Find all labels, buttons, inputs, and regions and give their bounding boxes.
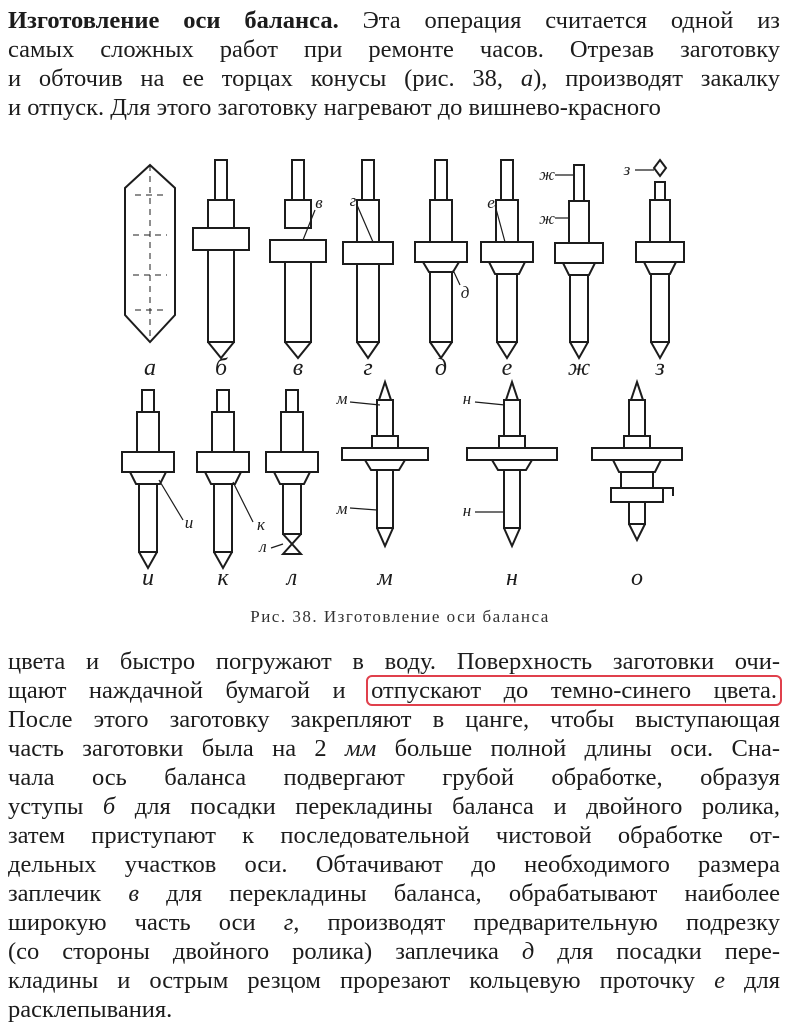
text-segment: затем приступают к последовательной чистовой обработке от- bbox=[8, 822, 780, 849]
text-line bbox=[8, 821, 780, 850]
stage-b bbox=[193, 160, 249, 358]
text-segment: е bbox=[714, 967, 725, 994]
text-segment: а bbox=[520, 65, 534, 92]
text-line bbox=[8, 792, 780, 821]
text-segment: расклепывания. bbox=[8, 996, 173, 1023]
section-heading: Изготовление оси баланса. bbox=[8, 7, 339, 34]
highlighted-phrase: отпускают до темно-синего цвета. bbox=[368, 677, 780, 704]
stage-k bbox=[197, 390, 249, 568]
text-segment: г, bbox=[283, 909, 300, 936]
text-segment: цвета и быстро погружают в воду. Поверхность заготовки очи- bbox=[8, 648, 780, 675]
figure-label: и bbox=[184, 513, 194, 532]
figure-label: е bbox=[501, 355, 513, 381]
text-line bbox=[8, 734, 780, 763]
text-segment: широкую часть оси bbox=[8, 909, 284, 936]
text-segment: б bbox=[102, 793, 116, 820]
text-line bbox=[8, 647, 780, 676]
text-line bbox=[8, 937, 780, 966]
text-segment: больше полной длины оси. Сна- bbox=[376, 735, 780, 762]
figure-label: ж bbox=[567, 355, 591, 381]
stage-a-blank bbox=[125, 165, 175, 342]
stage-z bbox=[636, 160, 684, 358]
stage-d bbox=[415, 160, 467, 358]
figure-38-balance-axle-stages bbox=[95, 150, 715, 590]
stage-m bbox=[342, 382, 428, 546]
figure-label: ж bbox=[539, 165, 555, 184]
text-segment: для перекладины баланса, обрабатывают наиболее bbox=[138, 880, 780, 907]
text-line bbox=[8, 676, 780, 705]
stage-n bbox=[467, 382, 557, 546]
text-segment: кладины и острым резцом прорезают кольцевую проточку bbox=[8, 967, 715, 994]
stage-zh bbox=[555, 165, 603, 358]
text-segment: в bbox=[128, 880, 139, 907]
text-line bbox=[8, 64, 780, 93]
text-segment: для bbox=[724, 967, 780, 994]
text-segment: Эта операция считается одной из bbox=[338, 7, 780, 34]
figure-label: м bbox=[336, 389, 348, 408]
figure-caption: Рис. 38. Изготовление оси баланса bbox=[250, 607, 550, 626]
text-segment: д bbox=[521, 938, 535, 965]
figure-label: е bbox=[487, 193, 495, 212]
figure-label: к bbox=[257, 515, 265, 534]
text-segment: дельных участков оси. Обтачивают до необходимого размера bbox=[8, 851, 780, 878]
text-segment: (со стороны двойного ролика) заплечика bbox=[8, 938, 522, 965]
figure-label: н bbox=[506, 565, 518, 590]
text-line bbox=[8, 879, 780, 908]
text-segment: уступы bbox=[8, 793, 103, 820]
stage-l bbox=[266, 390, 318, 554]
text-line bbox=[8, 850, 780, 879]
figure-label: н bbox=[462, 501, 472, 520]
text-line bbox=[8, 908, 780, 937]
text-line bbox=[8, 93, 780, 122]
paragraph-main bbox=[8, 647, 780, 1024]
figure-label: о bbox=[631, 565, 643, 590]
text-segment: заплечик bbox=[8, 880, 129, 907]
stage-o bbox=[592, 382, 682, 540]
figure-label: м bbox=[377, 565, 393, 590]
figure-label: з bbox=[623, 160, 631, 179]
text-segment: для посадки пере- bbox=[534, 938, 780, 965]
text-segment: щают наждачной бумагой и bbox=[8, 677, 369, 704]
figure-label: а bbox=[144, 355, 156, 381]
text-segment: и отпуск. Для этого заготовку нагревают до вишнево-красного bbox=[8, 94, 661, 121]
text-line bbox=[8, 763, 780, 792]
text-line bbox=[8, 6, 780, 35]
stage-i bbox=[122, 390, 174, 568]
figure-label: ж bbox=[539, 209, 555, 228]
text-line bbox=[8, 995, 780, 1024]
stage-e bbox=[481, 160, 533, 358]
text-line bbox=[8, 705, 780, 734]
stage-g bbox=[343, 160, 393, 358]
text-segment: для посадки перекладины баланса и двойного ролика, bbox=[115, 793, 780, 820]
text-segment: производят предварительную подрезку bbox=[299, 909, 780, 936]
figure-label: з bbox=[655, 355, 665, 381]
text-segment: ), производят закалку bbox=[533, 65, 780, 92]
figure-label: в bbox=[292, 355, 304, 381]
text-segment: и обточив на ее торцах конусы (рис. 38, bbox=[8, 65, 521, 92]
text-line bbox=[8, 35, 780, 64]
figure-label: л bbox=[259, 537, 267, 556]
figure-label: л bbox=[286, 565, 298, 590]
text-segment: мм bbox=[344, 735, 377, 762]
figure-label: г bbox=[363, 355, 373, 381]
figure-label: в bbox=[315, 193, 323, 212]
figure-label: д bbox=[460, 283, 470, 302]
text-segment: часть заготовки была на 2 bbox=[8, 735, 345, 762]
text-segment: чала ось баланса подвергают грубой обработке, образуя bbox=[8, 764, 780, 791]
stage-v bbox=[270, 160, 326, 358]
text-segment: самых сложных работ при ремонте часов. Отрезав заготовку bbox=[8, 36, 780, 63]
paragraph-intro bbox=[8, 6, 780, 122]
figure-label: к bbox=[217, 565, 229, 590]
figure-label: б bbox=[214, 355, 228, 381]
figure-label: д bbox=[434, 355, 448, 381]
text-segment: После этого заготовку закрепляют в цанге, чтобы выступающая bbox=[8, 706, 780, 733]
figure-label: м bbox=[336, 499, 348, 518]
figure-label: г bbox=[349, 191, 357, 210]
figure-label: и bbox=[142, 565, 154, 590]
figure-label: н bbox=[462, 389, 472, 408]
text-line bbox=[8, 966, 780, 995]
